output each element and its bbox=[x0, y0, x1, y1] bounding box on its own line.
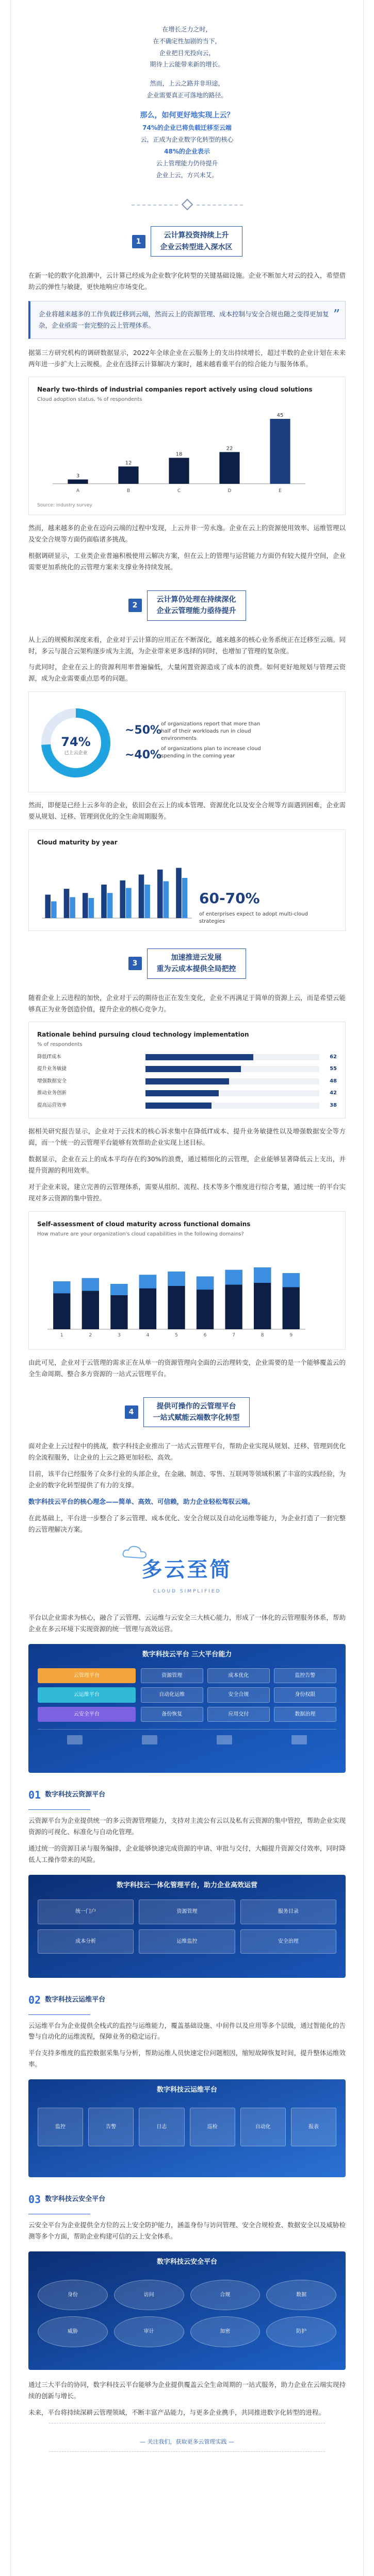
logo-text: 多云至简 bbox=[141, 1557, 233, 1582]
bar bbox=[182, 878, 188, 918]
bar-segment bbox=[168, 1272, 185, 1286]
bar bbox=[83, 893, 88, 918]
module-item: 应用交付 bbox=[207, 1707, 270, 1722]
module-item: 审计 bbox=[114, 2316, 184, 2347]
hbar-value: 48 bbox=[330, 1078, 337, 1084]
footer-note: — 关注我们，获取更多云管理实践 — bbox=[140, 2438, 234, 2446]
section-title bbox=[147, 590, 246, 621]
section-badge: 4 bbox=[125, 1405, 138, 1419]
tick-label: E bbox=[279, 488, 282, 494]
logo-block bbox=[28, 1547, 346, 1601]
bar-segment bbox=[110, 1284, 127, 1295]
intro-question: 那么，如何更好地实现上云？ bbox=[140, 111, 234, 120]
module-item: 成本分析 bbox=[38, 1929, 134, 1954]
module-item: 自动化运维 bbox=[141, 1687, 203, 1703]
chart-title: Cloud maturity by year bbox=[37, 838, 118, 846]
chart-domain-svg bbox=[37, 1242, 305, 1340]
chart-title: Nearly two-thirds of industrial companies report actively using cloud solutions bbox=[37, 386, 313, 394]
hbar-value: 55 bbox=[330, 1066, 337, 1072]
quote-icon: ” bbox=[333, 307, 340, 323]
bar bbox=[126, 888, 132, 918]
subsection-number: 02 bbox=[28, 1993, 41, 2006]
layer-item: 云管理平台 bbox=[38, 1668, 136, 1684]
module-item: 统一门户 bbox=[38, 1900, 134, 1924]
stat-number: ~40% bbox=[125, 748, 162, 761]
module-item: 数据治理 bbox=[274, 1707, 336, 1722]
bar-segment bbox=[225, 1270, 242, 1285]
bar-value-label: 22 bbox=[226, 446, 233, 452]
paragraph: 通过统一的资源目录与服务编排，企业能够快速完成资源的申请、审批与交付，大幅提升资源交付效率，同时降低人工操作带来的风险。 bbox=[28, 1844, 346, 1863]
stat-desc: of organizations report that more than half of their workloads run in cloud environments bbox=[161, 721, 261, 741]
section-badge: 3 bbox=[128, 957, 142, 970]
subsection-header bbox=[28, 2191, 346, 2209]
article-frame bbox=[10, 0, 364, 2576]
paragraph: 平台以企业需求为核心，融合了云管理、云运维与云安全三大核心能力，形成了一体化的云管理服务体系，帮助企业在多云环境下实现资源的统一管理与高效运营。 bbox=[28, 1614, 346, 1633]
subsection-number: 01 bbox=[28, 1789, 41, 1802]
chart-card-rationale bbox=[28, 1022, 346, 1118]
bar-segment bbox=[197, 1277, 214, 1290]
paragraph: 目前，该平台已经服务了众多行业的头部企业，在金融、制造、零售、互联网等领域积累了丰富的实践经验，为企业的数字化转型提供了有力的支撑。 bbox=[28, 1470, 346, 1489]
server-icon bbox=[67, 1735, 83, 1744]
intro-block bbox=[28, 9, 346, 191]
module-item: 巡检 bbox=[190, 2108, 235, 2147]
hbar-value: 38 bbox=[330, 1102, 337, 1108]
section-title-line: 企业云转型进入深水区 bbox=[160, 243, 233, 251]
bar bbox=[68, 479, 88, 483]
module-item: 加密 bbox=[190, 2316, 261, 2347]
banner-title: 数字科技云运维平台 bbox=[156, 2086, 217, 2094]
module-item: 威胁 bbox=[38, 2316, 108, 2347]
paragraph: 平台支持多维度的监控数据采集与分析，帮助运维人员快速定位问题根因，缩短故障恢复时间，提升整体运维效率。 bbox=[28, 2049, 346, 2069]
section-title-line: 加速推进云发展 bbox=[171, 953, 222, 962]
banner-title: 数字科技云平台 三大平台能力 bbox=[142, 1651, 232, 1659]
section-title-line: 企业云管理能力亟待提升 bbox=[156, 607, 236, 616]
section-title bbox=[151, 226, 242, 257]
intro-line: 在增长乏力之时， bbox=[162, 26, 212, 33]
hbar-list bbox=[37, 1053, 337, 1110]
module-item: 报表 bbox=[291, 2108, 336, 2147]
intro-line: 在不确定性加剧的当下， bbox=[153, 37, 221, 45]
paragraph: 面对企业上云过程中的挑战，数字科技企业推出了一站式云管理平台，帮助企业实现从规划、迁移、管理到优化的全流程服务，让企业的上云之路更加轻松、高效。 bbox=[28, 1442, 346, 1462]
subsection-title: 数字科技云安全平台 bbox=[45, 2195, 106, 2204]
intro-line: 然而，上云之路并非坦途， bbox=[150, 80, 224, 88]
chart-subtitle: Cloud adoption status, % of respondents bbox=[37, 397, 142, 403]
chart-maturity-svg bbox=[37, 848, 192, 925]
tick-label: 1 bbox=[60, 1333, 63, 1338]
intro-stat: 云上管理能力仍待提升 bbox=[156, 159, 218, 167]
logo-mark bbox=[126, 1547, 248, 1601]
quote-box bbox=[28, 301, 346, 339]
section-title-line: 提供可操作的云管理平台 bbox=[156, 1402, 236, 1411]
bar-segment bbox=[283, 1273, 300, 1287]
platform-banner bbox=[28, 1644, 346, 1773]
hbar-value: 62 bbox=[330, 1054, 337, 1060]
paragraph: 云资源平台为企业提供统一的多云资源管理能力，支持对主流公有云以及私有云资源的集中管控，帮助企业实现资源的可视化、标准化与自动化管理。 bbox=[28, 1817, 346, 1836]
chart-card-donut bbox=[28, 691, 346, 792]
paragraph: 在此基础上，平台进一步整合了多云管理、成本优化、安全合规以及自动化运维等能力，为企业打造了一套完整的云管理解决方案。 bbox=[28, 1514, 346, 1533]
paragraph: 与此同时，企业在云上的资源利用率普遍偏低，大量闲置资源造成了成本的浪费。如何更好地规划与管理云资源，成为企业需要重点思考的问题。 bbox=[28, 663, 346, 683]
layer-item: 云运维平台 bbox=[38, 1687, 136, 1703]
hbar-fill bbox=[145, 1103, 212, 1109]
banner-title: 数字科技云一体化管理平台，助力企业高效运营 bbox=[116, 1881, 257, 1889]
chart-adoption-svg bbox=[37, 408, 305, 495]
resource-banner bbox=[28, 1875, 346, 1978]
bar-value-label: 12 bbox=[125, 460, 132, 466]
section-header-4 bbox=[28, 1397, 346, 1428]
tick-label: 9 bbox=[289, 1333, 293, 1338]
server-icon bbox=[142, 1735, 157, 1744]
intro-tail: 企业上云，方兴未艾。 bbox=[156, 171, 218, 179]
section-title-line: 重为云成本提供全局把控 bbox=[156, 965, 236, 974]
logo-subtext: CLOUD SIMPLIFIED bbox=[153, 1588, 221, 1594]
module-item: 安全治理 bbox=[240, 1929, 336, 1954]
paragraph: 未来，平台将持续深耕云管理领域，不断丰富产品能力，与更多企业携手，共同推进数字化转型的进程。 bbox=[28, 2408, 326, 2416]
bar bbox=[89, 898, 94, 918]
cloud-icon bbox=[121, 1545, 152, 1560]
subsection-header bbox=[28, 1991, 346, 2009]
paragraph: 据第三方研究机构的调研数据显示，2022年全球企业在云服务上的支出持续增长，超过半数的企业计划在未来两年进一步扩大上云规模。企业在选择云计算解决方案时，越来越看重平台的综合能力与服务体系。 bbox=[28, 348, 346, 368]
paragraph: 由此可见，企业对于云管理的需求正在从单一的资源管理向全面的云治理转变，企业需要的是一个能够覆盖云的全生命周期、整合多方资源的一站式云管理平台。 bbox=[28, 1358, 346, 1378]
module-item: 合规 bbox=[190, 2280, 261, 2311]
bar bbox=[144, 885, 150, 918]
stat-desc: of organizations plan to increase cloud spending in the coming year bbox=[161, 745, 261, 759]
bar-segment bbox=[139, 1275, 156, 1289]
tick-label: 6 bbox=[203, 1333, 207, 1338]
layer-item: 云安全平台 bbox=[38, 1707, 136, 1722]
paragraph: 云安全平台为企业提供全方位的云上安全防护能力，涵盖身份与访问管理、安全合规检查、数据安全以及威胁检测等多个方面，帮助企业构建可信的云上安全体系。 bbox=[28, 2221, 346, 2240]
bar bbox=[51, 901, 57, 918]
chart-source: Source: industry survey bbox=[37, 502, 92, 508]
module-item: 成本优化 bbox=[207, 1668, 270, 1684]
hbar-fill bbox=[145, 1090, 219, 1096]
module-item: 安全合规 bbox=[207, 1687, 270, 1703]
intro-stat: 74%的企业已将负载迁移至云端 bbox=[142, 124, 232, 132]
hbar-fill bbox=[145, 1066, 241, 1072]
bar bbox=[219, 452, 239, 484]
bar-segment bbox=[82, 1278, 99, 1291]
section-header-1 bbox=[28, 226, 346, 257]
section-header-3 bbox=[28, 948, 346, 979]
hbar-fill bbox=[145, 1078, 229, 1084]
paragraph: 云运维平台为企业提供全栈式的监控与运维能力，覆盖基础设施、中间件以及应用等多个层级，通过智能化的告警与自动化的运维流程，保障业务的稳定运行。 bbox=[28, 2021, 346, 2041]
bar-segment bbox=[53, 1281, 70, 1293]
hbar-track bbox=[145, 1090, 319, 1096]
module-item: 资源管理 bbox=[139, 1900, 235, 1924]
subsection-title: 数字科技云运维平台 bbox=[45, 1995, 106, 2004]
tick-label: 2 bbox=[89, 1333, 92, 1338]
hbar-track bbox=[145, 1103, 319, 1109]
donut-stats bbox=[125, 718, 269, 769]
section-header-2 bbox=[28, 590, 346, 621]
bar bbox=[64, 889, 70, 918]
bar bbox=[45, 894, 51, 918]
module-item: 运维监控 bbox=[139, 1929, 235, 1954]
hbar-label: 增强数据安全 bbox=[37, 1078, 67, 1084]
paragraph: 据相关研究报告显示，企业对于云技术的核心诉求集中在降低IT成本、提升业务敏捷性以及增强数据安全等方面，而一个统一的云管理平台能够有效帮助企业实现上述目标。 bbox=[28, 1127, 346, 1147]
hbar-label: 提高运营效率 bbox=[37, 1102, 67, 1108]
paragraph: 在新一轮的数字化浪潮中，云计算已经成为企业数字化转型的关键基础设施。企业不断加大对云的投入，希望借助云的弹性与敏捷，更快地响应市场变化。 bbox=[28, 272, 346, 291]
subsection-title: 数字科技云资源平台 bbox=[45, 1791, 106, 1799]
chart-title: Rationale behind pursuing cloud technology implementation bbox=[37, 1031, 249, 1039]
intro-line: 期待上云能带来新的增长。 bbox=[150, 61, 224, 69]
hbar-value: 42 bbox=[330, 1090, 337, 1096]
bar bbox=[120, 880, 125, 918]
tick-label: 8 bbox=[261, 1333, 264, 1338]
chart-title: Self-assessment of cloud maturity across functional domains bbox=[37, 1220, 251, 1228]
quote-text: 企业将越来越多的工作负载迁移到云端，然而云上的资源管理、成本控制与安全合规也随之变得更加复杂，企业亟需一套完整的云上管理体系。 bbox=[39, 310, 329, 329]
stat-item bbox=[125, 721, 269, 742]
section-title bbox=[147, 948, 246, 979]
section-title bbox=[143, 1397, 250, 1428]
hbar-label: 降低IT成本 bbox=[37, 1054, 61, 1060]
banner-title: 数字科技云安全平台 bbox=[156, 2258, 217, 2266]
hbar-row bbox=[37, 1053, 337, 1062]
module-item: 身份权限 bbox=[274, 1687, 336, 1703]
big-stat: 60-70% bbox=[199, 889, 260, 907]
bar bbox=[107, 893, 113, 918]
hbar-label: 推动业务创新 bbox=[37, 1090, 67, 1096]
hbar-row bbox=[37, 1101, 337, 1110]
chart-subtitle: % of respondents bbox=[37, 1042, 83, 1048]
intro-line: 企业需要真正可落地的路径。 bbox=[147, 91, 227, 99]
hbar-row bbox=[37, 1089, 337, 1098]
bar bbox=[270, 419, 290, 484]
paragraph: 然而，即便是已经上云多年的企业，依旧会在云上的成本管理、资源优化以及安全合规等方面遇到困难，企业需要从规划、迁移、管理到优化的全生命周期服务。 bbox=[28, 801, 346, 821]
intro-stat: 48%的企业表示 bbox=[164, 147, 210, 155]
hbar-track bbox=[145, 1054, 319, 1060]
module-item: 日志 bbox=[139, 2108, 184, 2147]
donut-chart-svg bbox=[37, 704, 115, 782]
module-item: 防护 bbox=[266, 2316, 336, 2347]
hbar-row bbox=[37, 1064, 337, 1074]
stat-item bbox=[125, 745, 269, 766]
hbar-row bbox=[37, 1077, 337, 1086]
intro-stat: 云，正成为企业数字化转型的核心 bbox=[140, 136, 234, 144]
module-item: 告警 bbox=[88, 2108, 134, 2147]
module-item: 资源管理 bbox=[141, 1668, 203, 1684]
tick-label: 7 bbox=[232, 1333, 235, 1338]
module-item: 服务目录 bbox=[240, 1900, 336, 1924]
tick-label: A bbox=[76, 488, 80, 494]
intro-line: 企业把目光投向云， bbox=[159, 49, 215, 57]
ops-banner bbox=[28, 2079, 346, 2177]
chart-card-maturity-year bbox=[28, 829, 346, 931]
tick-label: B bbox=[126, 488, 131, 494]
tick-label: D bbox=[227, 488, 232, 494]
big-stat-desc: of enterprises expect to adopt multi-cloud strategies bbox=[199, 911, 308, 924]
bar bbox=[176, 868, 182, 918]
hbar-fill bbox=[145, 1054, 253, 1060]
module-item: 自动化 bbox=[240, 2108, 286, 2147]
bar-value-label: 45 bbox=[277, 412, 284, 418]
section-title-line: 一站式赋能云端数字化转型 bbox=[153, 1414, 240, 1422]
bar-value-label: 18 bbox=[175, 451, 183, 457]
chart-subtitle: How mature are your organization's cloud capabilities in the following domains? bbox=[37, 1231, 244, 1237]
section-title-line: 云计算投资持续上升 bbox=[164, 231, 229, 240]
bar-segment bbox=[254, 1267, 271, 1283]
donut-center-label: 74% bbox=[61, 735, 91, 750]
hbar-label: 提升业务敏捷 bbox=[37, 1066, 67, 1072]
paragraph: 根据调研显示，工业类企业普遍积极使用云解决方案，但在云上的管理与运营能力方面仍有较大提升空间，企业需要更加系统化的云管理方案来支撑业务持续发展。 bbox=[28, 552, 346, 571]
paragraph: 数据显示，企业在云上的成本平均存在约30%的浪费，通过精细化的云管理，企业能够显著降低云上支出，并提升资源的利用效率。 bbox=[28, 1155, 346, 1175]
highlight-paragraph: 数字科技云平台的核心理念——简单、高效、可信赖，助力企业轻松驾驭云端。 bbox=[28, 1497, 254, 1505]
subsection-number: 03 bbox=[28, 2193, 41, 2206]
paragraph: 通过三大平台的协同，数字科技云平台能够为企业提供覆盖云全生命周期的一站式服务，助力企业在云端实现持续的创新与增长。 bbox=[28, 2380, 346, 2400]
section-badge: 1 bbox=[132, 235, 145, 248]
security-banner bbox=[28, 2251, 346, 2370]
bar bbox=[169, 457, 189, 483]
chart-card-maturity-domain bbox=[28, 1211, 346, 1350]
module-item: 数据 bbox=[266, 2280, 336, 2311]
module-item: 备份恢复 bbox=[141, 1707, 203, 1722]
chart-card-adoption bbox=[28, 377, 346, 515]
module-item: 监控告警 bbox=[274, 1668, 336, 1684]
server-icon bbox=[217, 1735, 232, 1744]
subsection-header bbox=[28, 1786, 346, 1804]
module-item: 监控 bbox=[38, 2108, 83, 2147]
stat-number: ~50% bbox=[125, 723, 162, 737]
bar bbox=[164, 881, 169, 918]
tick-label: 5 bbox=[175, 1333, 178, 1338]
paragraph: 对于企业来说，建立完善的云管理体系，需要从组织、流程、技术等多个维度进行综合考量，通过统一的平台实现对多云资源的集中管控。 bbox=[28, 1182, 346, 1202]
bar bbox=[139, 874, 144, 918]
paragraph: 然而，越来越多的企业在迈向云端的过程中发现，上云并非一劳永逸。企业在云上的资源使用效率、运维管理以及安全合规等方面仍面临诸多挑战。 bbox=[28, 524, 346, 544]
tick-label: 3 bbox=[118, 1333, 121, 1338]
server-icon bbox=[291, 1735, 307, 1744]
bar bbox=[118, 466, 138, 484]
paragraph: 随着企业上云进程的加快，企业对于云的期待也正在发生变化，企业不再满足于简单的资源上云，而是希望云能够真正为业务创造价值，提升企业的核心竞争力。 bbox=[28, 993, 346, 1013]
hbar-track bbox=[145, 1066, 319, 1072]
bar bbox=[70, 897, 75, 918]
bar bbox=[101, 885, 107, 918]
hbar-track bbox=[145, 1078, 319, 1084]
tick-label: 4 bbox=[146, 1333, 150, 1338]
bar-value-label: 3 bbox=[76, 473, 80, 479]
tick-label: C bbox=[177, 488, 181, 494]
module-item: 身份 bbox=[38, 2280, 108, 2311]
section-badge: 2 bbox=[128, 599, 142, 612]
module-item: 访问 bbox=[114, 2280, 184, 2311]
bar bbox=[157, 870, 163, 918]
paragraph: 从上云的规模和深度来看，企业对于云计算的应用正在不断深化，越来越多的核心业务系统正在迁移至云端。同时，多云与混合云架构逐步成为主流，为企业带来更多选择的同时，也增加了管理的复杂度。 bbox=[28, 635, 346, 655]
section-title-line: 云计算仍处理在持续深化 bbox=[156, 595, 236, 604]
divider bbox=[28, 200, 346, 209]
donut-center-sub: 已上云企业 bbox=[64, 751, 88, 756]
